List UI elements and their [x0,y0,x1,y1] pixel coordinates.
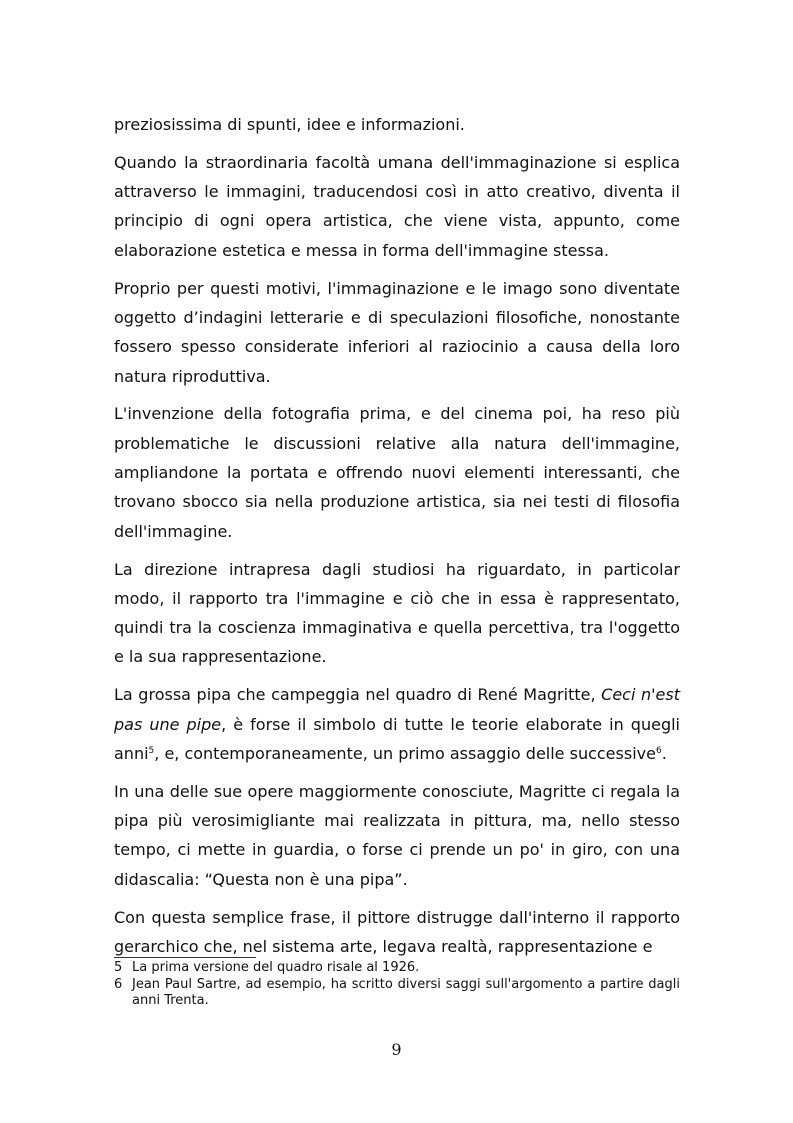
paragraph-text: , e, contemporaneamente, un primo assaggio delle successive [154,743,656,763]
paragraph: Con questa semplice frase, il pittore distrugge dall'interno il rapporto gerarchico che, nel sistema arte, legava realtà, rappresentazione e [114,907,680,956]
footnote-divider [114,957,256,958]
footnote-ref: 5 [148,745,155,756]
paragraph-text: , è forse il simbolo di tutte le teorie elaborate in quegli anni [114,714,680,763]
footnote-text: La prima versione del quadro risale al 1926. [132,960,420,975]
paragraph: In una delle sue opere maggiormente conosciute, Magritte ci regala la pipa più verosimigliante mai realizzata in pittura, ma, nello stesso tempo, ci mette in guardia, o forse ci prende un po' in giro, con una didascalia: “Questa non è una pipa”. [114,781,680,889]
page-number: 9 [391,1040,402,1059]
footnote-text: Jean Paul Sartre, ad esempio, ha scritto diversi saggi sull'argomento a partire dagli anni Trenta. [132,976,680,1008]
paragraph-magritte [114,680,680,768]
footnote-number: 6 [114,976,123,992]
paragraph-text: . [661,743,667,763]
footnote-ref: 6 [655,745,662,756]
paragraph: L'invenzione della fotografia prima, e del cinema poi, ha reso più problematiche le discussioni relative alla natura dell'immagine, ampliandone la portata e offrendo nuovi elementi interessanti, che trovano sbocco sia nella produzione artistica, sia nei testi di filosofia dell'immagine. [114,404,680,541]
footnote-number: 5 [114,960,123,975]
body-text [114,110,680,970]
artwork-title: Ceci n'est pas une pipe [114,685,680,734]
footnote [114,977,680,1010]
footnote [114,960,680,977]
paragraph: preziosissima di spunti, idee e informazioni. [114,115,465,134]
paragraph: Proprio per questi motivi, l'immaginazione e le imago sono diventate oggetto d’indagini letterarie e di speculazioni filosofiche, nonostante fossero spesso considerate inferiori al raziocinio a causa della loro natura riproduttiva. [114,278,680,386]
footnotes [114,960,680,1010]
paragraph: Quando la straordinaria facoltà umana dell'immaginazione si esplica attraverso le immagini, traducendosi così in atto creativo, diventa il principio di ogni opera artistica, che viene vista, appunto, come elaborazione estetica e messa in forma dell'immagine stessa. [114,152,680,260]
paragraph-text: La grossa pipa che campeggia nel quadro di René Magritte, [114,685,602,705]
paragraph: La direzione intrapresa dagli studiosi ha riguardato, in particolar modo, il rapporto tra l'immagine e ciò che in essa è rappresentato, quindi tra la coscienza immaginativa e quella percettiva, tra l'oggetto e la sua rappresentazione. [114,559,680,667]
